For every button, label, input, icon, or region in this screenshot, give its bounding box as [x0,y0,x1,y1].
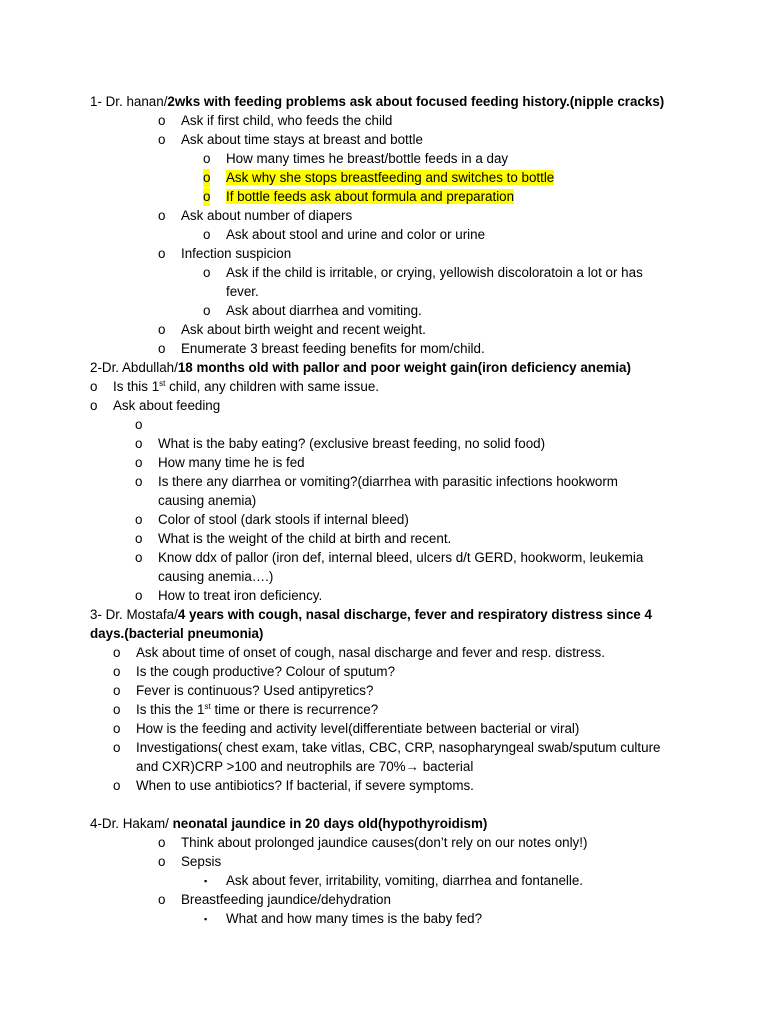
list-item: Breastfeeding jaundice/dehydration [181,892,391,907]
section-4-doctor: 4-Dr. Hakam/ [90,816,173,831]
list-item: How many time he is fed [158,455,305,470]
list-item: Ask about time of onset of cough, nasal discharge and fever and resp. distress. [136,645,605,660]
list-item: Ask about feeding [113,398,221,413]
list-item: Ask about number of diapers [181,208,353,223]
list-item: Ask about fever, irritability, vomiting, diarrhea and fontanelle. [226,873,584,888]
superscript: st [204,702,211,711]
highlight-text: If bottle feeds ask about formula and preparation [226,189,515,204]
bullet-circle: o [135,512,143,527]
section-3-case: 4 years with cough, nasal discharge, fever and respiratory distress since 4 [177,607,652,622]
section-2-heading [90,359,631,377]
bullet-circle: o [113,683,121,698]
bullet-circle: o [158,208,166,223]
bullet-circle: o [113,778,121,793]
bullet-circle: o [158,892,166,907]
section-2-case: 18 months old with pallor and poor weight gain(iron deficiency anemia) [177,360,631,375]
list-item: Fever is continuous? Used antipyretics? [136,683,374,698]
section-3-doctor: 3- Dr. Mostafa/ [90,607,178,622]
bullet-circle: o [135,436,143,451]
superscript: st [159,379,166,388]
list-item: Infection suspicion [181,246,292,261]
text-part: child, any children with same issue. [165,379,379,394]
bullet-circle: o [135,455,143,470]
list-item-continuation: fever. [226,284,259,299]
bullet-circle: o [135,550,143,565]
list-item: Ask about birth weight and recent weight. [181,322,426,337]
section-1-heading [90,93,664,111]
section-3-heading-continuation [90,625,263,643]
bullet-circle: o [113,664,121,679]
list-item: Ask about diarrhea and vomiting. [226,303,422,318]
list-item: Ask if first child, who feeds the child [181,113,393,128]
bullet-circle: o [203,265,211,280]
bullet-circle: o [203,170,211,185]
list-item-continuation: and CXR)CRP >100 and neutrophils are 70%→ bacterial [136,759,474,774]
bullet-square: ▪ [204,876,208,886]
list-item: Is the cough productive? Colour of sputum? [136,664,396,679]
bullet-circle: o [203,189,211,204]
list-item: What is the baby eating? (exclusive breast feeding, no solid food) [158,436,546,451]
bullet-circle: o [135,588,143,603]
list-item [136,701,378,719]
bullet-circle: o [158,246,166,261]
bullet-circle: o [113,721,121,736]
list-item [113,378,379,396]
bullet-square: ▪ [204,914,208,924]
bullet-circle: o [158,113,166,128]
list-item: What and how many times is the baby fed? [226,911,483,926]
list-item-continuation: causing anemia) [158,493,257,508]
section-2-doctor: 2-Dr. Abdullah/ [90,360,178,375]
bullet-circle: o [113,740,121,755]
highlighted-list-item [226,169,554,187]
bullet-circle: o [113,702,121,717]
bullet-circle: o [158,341,166,356]
bullet-circle: o [203,303,211,318]
section-3-heading [90,606,652,624]
section-4-case: neonatal jaundice in 20 days old(hypothyroidism) [172,816,488,831]
bullet-circle: o [113,645,121,660]
list-item: Color of stool (dark stools if internal bleed) [158,512,409,527]
list-item: Think about prolonged jaundice causes(don’t rely on our notes only!) [181,835,588,850]
highlighted-list-item [226,188,514,206]
list-item: How to treat iron deficiency. [158,588,323,603]
section-1-doctor: 1- Dr. hanan/ [90,94,168,109]
list-item: How many times he breast/bottle feeds in a day [226,151,509,166]
list-item: Ask about time stays at breast and bottle [181,132,423,147]
highlight-text: Ask why she stops breastfeeding and switches to bottle [226,170,555,185]
text-part: Is this 1 [113,379,160,394]
text-part: time or there is recurrence? [210,702,379,717]
list-item: Investigations( chest exam, take vitlas, CBC, CRP, nasopharyngeal swab/sputum culture [136,740,661,755]
section-4-heading [90,815,487,833]
bullet-circle: o [90,379,98,394]
section-3-case-continuation: days.(bacterial pneumonia) [90,626,264,641]
list-item: Know ddx of pallor (iron def, internal bleed, ulcers d/t GERD, hookworm, leukemia [158,550,644,565]
text-part: Is this the 1 [136,702,205,717]
bullet-circle: o [158,322,166,337]
section-1-case: 2wks with feeding problems ask about focused feeding history.(nipple cracks) [167,94,665,109]
list-item: Is there any diarrhea or vomiting?(diarrhea with parasitic infections hookworm [158,474,618,489]
list-item: When to use antibiotics? If bacterial, if severe symptoms. [136,778,474,793]
list-item: Ask about stool and urine and color or urine [226,227,486,242]
bullet-circle: o [90,398,98,413]
list-item: How is the feeding and activity level(differentiate between bacterial or viral) [136,721,580,736]
bullet-circle: o [158,132,166,147]
list-item: Sepsis [181,854,222,869]
list-item: Enumerate 3 breast feeding benefits for mom/child. [181,341,485,356]
list-item: Ask if the child is irritable, or crying, yellowish discoloratoin a lot or has [226,265,643,280]
bullet-circle: o [135,531,143,546]
bullet-circle: o [158,854,166,869]
bullet-circle: o [135,417,143,432]
bullet-circle: o [203,227,211,242]
bullet-circle: o [135,474,143,489]
bullet-circle: o [158,835,166,850]
list-item-continuation: causing anemia….) [158,569,274,584]
bullet-circle: o [203,151,211,166]
list-item: What is the weight of the child at birth and recent. [158,531,452,546]
